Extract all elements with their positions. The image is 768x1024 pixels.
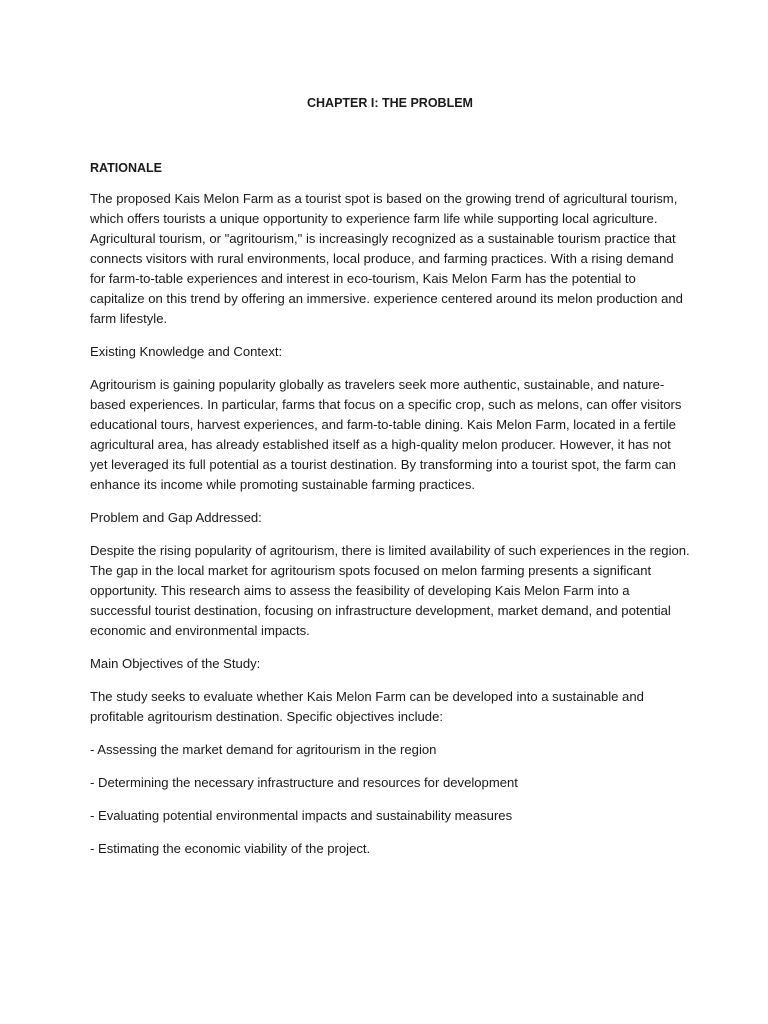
document-body [90,93,690,859]
list-item: - Assessing the market demand for agritourism in the region [90,742,437,757]
paragraph-intro: The proposed Kais Melon Farm as a tourist spot is based on the growing trend of agricultural tourism, which offers tourists a unique opportunity to experience farm life while supporting local agriculture. Agricultural tourism, or "agritourism," is increasingly recognized as a sustainable tourism practice that connects visitors with rural environments, local produce, and farming practices. With a rising demand for farm-to-table experiences and interest in eco-tourism, Kais Melon Farm has the potential to capitalize on this trend by offering an immersive. experience centered around its melon production and farm lifestyle. [90,191,683,326]
subheading-main-objectives: Main Objectives of the Study: [90,656,261,671]
section-heading-rationale: RATIONALE [90,161,162,175]
list-item: - Determining the necessary infrastructure and resources for development [90,775,518,790]
subheading-existing-knowledge: Existing Knowledge and Context: [90,344,283,359]
list-item: - Evaluating potential environmental impacts and sustainability measures [90,808,513,823]
paragraph-problem-gap: Despite the rising popularity of agritourism, there is limited availability of such experiences in the region. The gap in the local market for agritourism spots focused on melon farming presents a significant opportunity. This research aims to assess the feasibility of developing Kais Melon Farm into a successful tourist destination, focusing on infrastructure development, market demand, and potential economic and environmental impacts. [90,543,690,638]
list-item: - Estimating the economic viability of the project. [90,841,371,856]
subheading-problem-gap: Problem and Gap Addressed: [90,510,262,525]
paragraph-main-objectives: The study seeks to evaluate whether Kais Melon Farm can be developed into a sustainable and profitable agritourism destination. Specific objectives include: [90,689,644,724]
chapter-title: CHAPTER I: THE PROBLEM [307,96,473,110]
paragraph-existing-knowledge: Agritourism is gaining popularity globally as travelers seek more authentic, sustainable, and nature-based experiences. In particular, farms that focus on a specific crop, such as melons, can offer visitors educational tours, harvest experiences, and farm-to-table dining. Kais Melon Farm, located in a fertile agricultural area, has already established itself as a high-quality melon producer. However, it has not yet leveraged its full potential as a tourist destination. By transforming into a tourist spot, the farm can enhance its income while promoting sustainable farming practices. [90,377,682,492]
